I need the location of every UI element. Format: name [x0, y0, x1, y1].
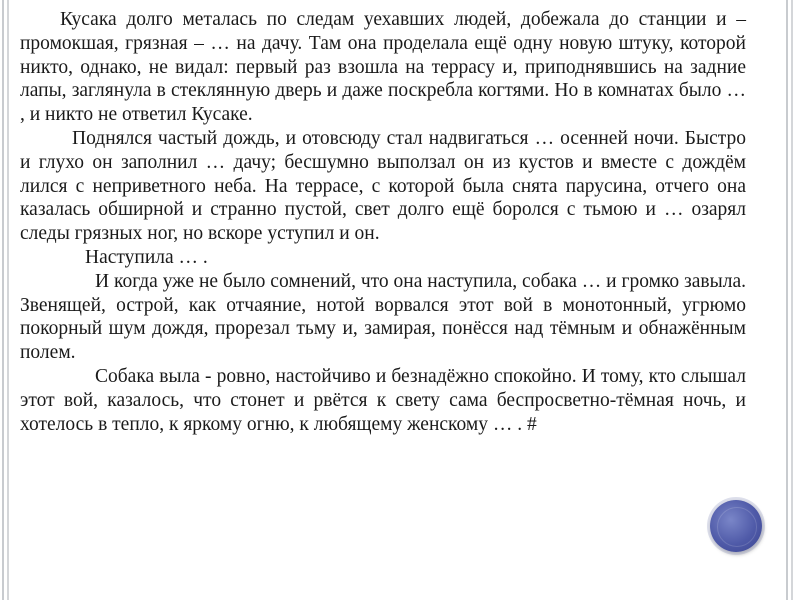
right-border-line	[786, 0, 788, 600]
paragraph-5: Собака выла - ровно, настойчиво и безнадёжно спокойно. И тому, кто слышал этот вой, казалось, что стонет и рвётся к свету сама беспросветно-тёмная ночь, и хотелось в тепло, к яркому огню, к любящему женскому … . #	[20, 365, 746, 435]
paragraph-4: И когда уже не было сомнений, что она наступила, собака … и громко завыла. Звенящей, острой, как отчаяние, нотой ворвался этот вой в монотонный, угрюмо покорный шум дождя, прорезал тьму и, замирая, понёсся над тёмным и обнажённым полем.	[20, 270, 746, 364]
left-border-line	[2, 0, 4, 600]
paragraph-3: Наступила … .	[85, 246, 208, 268]
paragraph-2: Поднялся частый дождь, и отовсюду стал надвигаться … осенней ночи. Быстро и глухо он заполнил … дачу; бесшумно выползал он из кустов и вместе с дождём лился с неприветного неба. На террасе, с которой была снята парусина, отчего она казалась обширной и странно пустой, свет долго ещё боролся с тьмою и … озарял следы грязных ног, но вскоре уступил и он.	[20, 127, 746, 245]
nav-button-ring	[717, 507, 757, 547]
paragraph-1: Кусака долго металась по следам уехавших людей, добежала до станции и – промокшая, грязная – … на дачу. Там она проделала ещё одну новую штуку, которой никто, однако, не видал: первый раз взошла на террасу и, приподнявшись на задние лапы, заглянула в стеклянную дверь и даже поскребла когтями. Но в комнатах было … , и никто не ответил Кусаке.	[20, 9, 746, 126]
left-border-line-inner	[7, 0, 9, 600]
next-slide-circle-icon[interactable]	[710, 500, 762, 552]
right-border-line-inner	[791, 0, 793, 600]
story-text	[20, 8, 746, 436]
